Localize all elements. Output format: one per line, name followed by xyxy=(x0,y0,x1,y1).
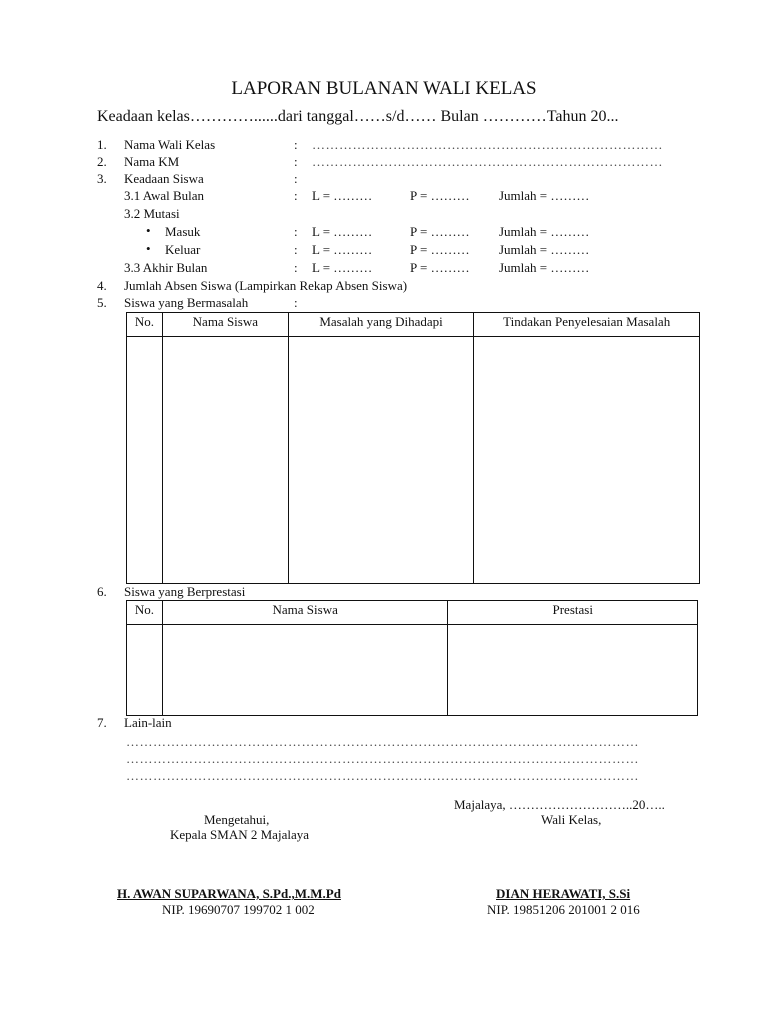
l-field: L = ……… xyxy=(312,188,373,203)
table-cell[interactable] xyxy=(162,625,447,716)
item-number: 4. xyxy=(97,278,107,293)
colon: : xyxy=(294,171,298,186)
table-cell[interactable] xyxy=(127,625,163,716)
p-field: P = ……… xyxy=(410,242,470,257)
colon: : xyxy=(294,224,298,239)
lain-lain-line: …………………………………………………………………………………………………… xyxy=(126,768,639,783)
header-prestasi: Prestasi xyxy=(448,601,698,625)
header-no: No. xyxy=(127,601,163,625)
jumlah-field: Jumlah = ……… xyxy=(499,260,590,275)
item-number: 5. xyxy=(97,295,107,310)
header-tindakan: Tindakan Penyelesaian Masalah xyxy=(474,313,700,337)
l-field: L = ……… xyxy=(312,242,373,257)
mutasi-label: 3.2 Mutasi xyxy=(124,206,180,221)
jumlah-field: Jumlah = ……… xyxy=(499,188,590,203)
table-cell[interactable] xyxy=(162,337,288,584)
wali-kelas-label: Nama Wali Kelas xyxy=(124,137,216,152)
bermasalah-label: Siswa yang Bermasalah xyxy=(124,295,249,310)
table-cell[interactable] xyxy=(127,337,163,584)
l-field: L = ……… xyxy=(312,224,373,239)
principal-name: H. AWAN SUPARWANA, S.Pd.,M.M.Pd xyxy=(117,886,341,901)
p-field: P = ……… xyxy=(410,224,470,239)
akhir-bulan-label: 3.3 Akhir Bulan xyxy=(124,260,208,275)
table-cell[interactable] xyxy=(474,337,700,584)
achievement-students-table xyxy=(126,600,698,716)
km-label: Nama KM xyxy=(124,154,180,169)
keluar-label: Keluar xyxy=(165,242,201,257)
p-field: P = ……… xyxy=(410,260,470,275)
homeroom-teacher-nip: NIP. 19851206 201001 2 016 xyxy=(487,902,640,917)
header-masalah: Masalah yang Dihadapi xyxy=(288,313,474,337)
table-cell[interactable] xyxy=(448,625,698,716)
colon: : xyxy=(294,137,298,152)
keadaan-siswa-label: Keadaan Siswa xyxy=(124,171,204,186)
p-field: P = ……… xyxy=(410,188,470,203)
item-number: 2. xyxy=(97,154,107,169)
table-cell[interactable] xyxy=(288,337,474,584)
jumlah-field: Jumlah = ……… xyxy=(499,242,590,257)
awal-bulan-label: 3.1 Awal Bulan xyxy=(124,188,205,203)
header-nama-siswa: Nama Siswa xyxy=(162,601,447,625)
absen-label: Jumlah Absen Siswa (Lampirkan Rekap Absen Siswa) xyxy=(124,278,408,293)
lain-lain-label: Lain-lain xyxy=(124,715,172,730)
item-number: 3. xyxy=(97,171,107,186)
item-number: 1. xyxy=(97,137,107,152)
class-period-line: Keadaan kelas…………......dari tanggal……s/d…… Bulan …………Tahun 20... xyxy=(97,108,619,125)
wali-kelas-role: Wali Kelas, xyxy=(541,812,602,827)
problem-students-table xyxy=(126,312,700,584)
lain-lain-line: …………………………………………………………………………………………………… xyxy=(126,734,639,749)
item-number: 7. xyxy=(97,715,107,730)
page-title: LAPORAN BULANAN WALI KELAS xyxy=(231,78,537,99)
lain-lain-line: …………………………………………………………………………………………………… xyxy=(126,751,639,766)
homeroom-teacher-name: DIAN HERAWATI, S.Si xyxy=(496,886,631,901)
place-date: Majalaya, ………………………..20….. xyxy=(454,797,665,812)
colon: : xyxy=(294,154,298,169)
masuk-label: Masuk xyxy=(165,224,201,239)
colon: : xyxy=(294,260,298,275)
header-nama-siswa: Nama Siswa xyxy=(162,313,288,337)
km-field: …………………………………………………………………… xyxy=(312,154,663,169)
bullet-icon: • xyxy=(146,223,151,238)
mengetahui-label: Mengetahui, xyxy=(204,812,270,827)
kepala-sekolah-role: Kepala SMAN 2 Majalaya xyxy=(170,827,309,842)
colon: : xyxy=(294,188,298,203)
colon: : xyxy=(294,295,298,310)
principal-nip: NIP. 19690707 199702 1 002 xyxy=(162,902,315,917)
item-number: 6. xyxy=(97,584,107,599)
wali-kelas-field: …………………………………………………………………… xyxy=(312,137,663,152)
bullet-icon: • xyxy=(146,241,151,256)
jumlah-field: Jumlah = ……… xyxy=(499,224,590,239)
header-no: No. xyxy=(127,313,163,337)
colon: : xyxy=(294,242,298,257)
berprestasi-label: Siswa yang Berprestasi xyxy=(124,584,246,599)
l-field: L = ……… xyxy=(312,260,373,275)
